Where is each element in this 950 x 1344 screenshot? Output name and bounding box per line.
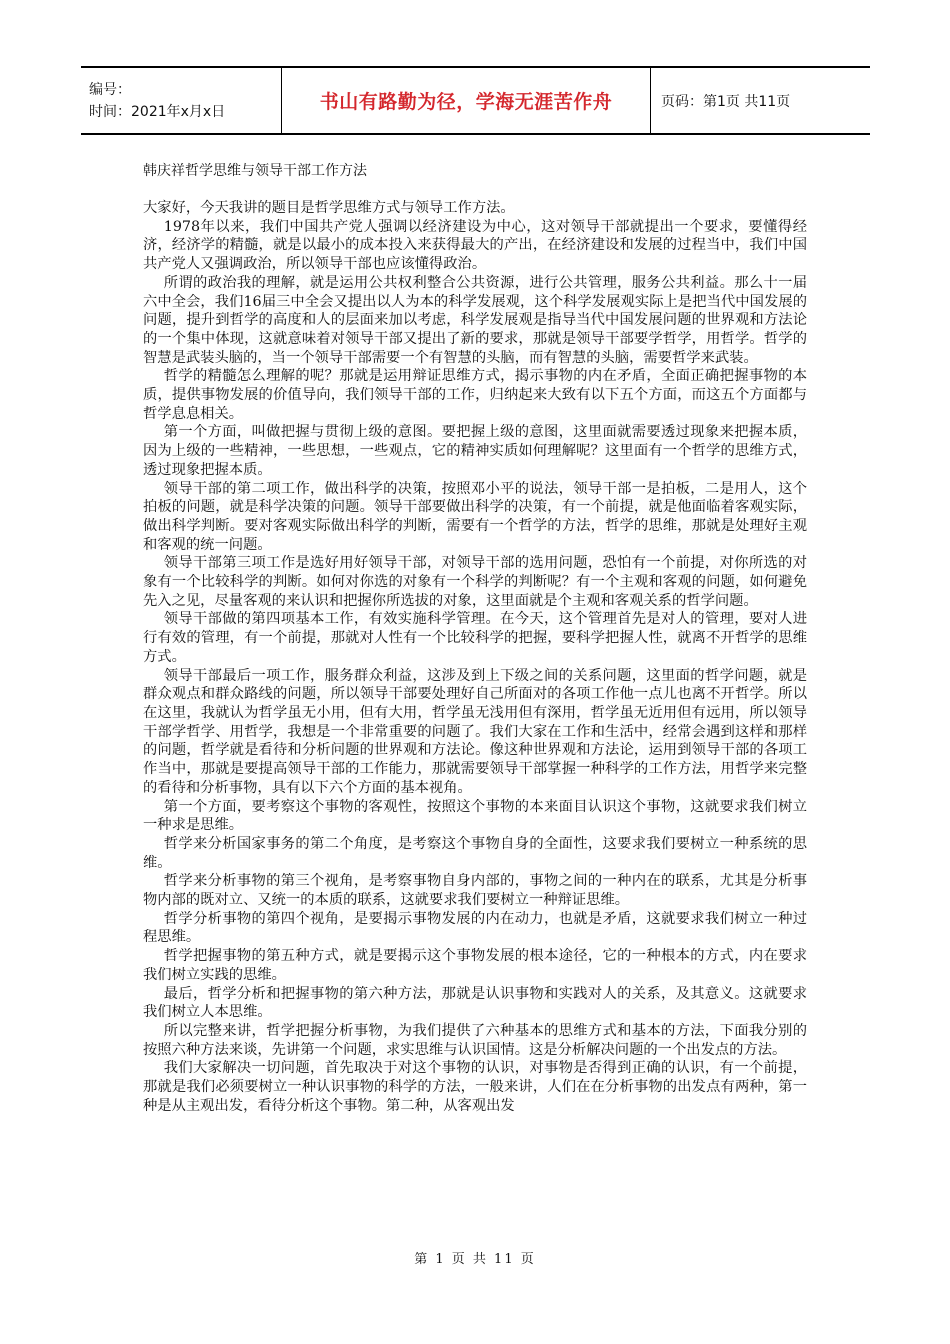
paragraph: 哲学分析事物的第四个视角，是要揭示事物发展的内在动力，也就是矛盾，这就要求我们树立一种过程思维。 bbox=[143, 910, 807, 946]
document-title: 韩庆祥哲学思维与领导干部工作方法 bbox=[143, 163, 367, 179]
paragraph: 哲学把握事物的第五种方式，就是要揭示这个事物发展的根本途径，它的一种根本的方式，内在要求我们树立实践的思维。 bbox=[143, 948, 807, 983]
page-footer: 第 1 页 共 11 页 bbox=[414, 1252, 536, 1267]
paragraph: 我们大家解决一切问题，首先取决于对这个事物的认识，对事物是否得到正确的认识，有一个前提，那就是我们必须要树立一种认识事物的科学的方法，一般来讲，人们在在分析事物的出发点有两种，第一种是从主观出发，看待分析这个事物。第二种，从客观出发 bbox=[143, 1060, 807, 1114]
header-info-cell bbox=[81, 68, 282, 133]
paragraph: 所以完整来讲，哲学把握分析事物，为我们提供了六种基本的思维方式和基本的方法，下面我分别的按照六种方法来谈，先讲第一个问题，求实思维与认识国情。这是分析解决问题的一个出发点的方法。 bbox=[143, 1022, 807, 1058]
paragraph: 哲学来分析国家事务的第二个角度，是考察这个事物自身的全面性，这要求我们要树立一种系统的思维。 bbox=[143, 835, 807, 871]
paragraph: 所谓的政治我的理解，就是运用公共权利整合公共资源，进行公共管理，服务公共利益。那么十一届六中全会，我们16届三中全会又提出以人为本的科学发展观，这个科学发展观实际上是把当代中国发展的问题，提升到哲学的高度和人的层面来加以考虑，科学发展观是指导当代中国发展问题的世界观和方法论的一个集中体现，这就意味着对领导干部又提出了新的要求，那就是领导干部要学哲学，用哲学。哲学的智慧是武装头脑的，当一个领导干部需要一个有智慧的头脑，而有智慧的头脑，需要哲学来武装。 bbox=[143, 274, 807, 366]
header-page-label: 页码：第1页 共11页 bbox=[661, 93, 791, 110]
paragraph: 第一个方面，叫做把握与贯彻上级的意图。要把握上级的意图，这里面就需要透过现象来把握本质，因为上级的一些精神，一些思想，一些观点，它的精神实质如何理解呢？这里面有一个哲学的思维方式，透过现象把握本质。 bbox=[143, 424, 807, 478]
paragraph: 领导干部最后一项工作，服务群众利益，这涉及到上下级之间的关系问题，这里面的哲学问题，就是群众观点和群众路线的问题，所以领导干部要处理好自己所面对的各项工作他一点儿也离不开哲学。所以在这里，我就认为哲学虽无小用，但有大用，哲学虽无浅用但有深用，哲学虽无近用但有远用，所以领导干部学哲学、用哲学，我想是一个非常重要的问题了。我们大家在工作和生活中，经常会遇到这样和那样的问题，哲学就是看待和分析问题的世界观和方法论。像这种世界观和方法论，运用到领导干部的各项工作当中，那就是要提高领导干部的工作能力，那就需要领导干部掌握一种科学的工作方法，用哲学来完整的看待和分析事物，具有以下六个方面的基本视角。 bbox=[143, 667, 807, 796]
header-slogan: 书山有路勤为径，学海无涯苦作舟 bbox=[319, 91, 613, 113]
paragraph: 领导干部第三项工作是选好用好领导干部，对领导干部的选用问题，恐怕有一个前提，对你所选的对象有一个比较科学的判断。如何对你选的对象有一个科学的判断呢？有一个主观和客观的问题，如何避免先入之见，尽量客观的来认识和把握你所选拔的对象，这里面就是个主观和客观关系的哲学问题。 bbox=[143, 555, 807, 609]
header-table bbox=[81, 66, 870, 135]
header-page-cell bbox=[651, 68, 870, 133]
paragraph: 第一个方面，要考察这个事物的客观性，按照这个事物的本来面目认识这个事物，这就要求我们树立一种求是思维。 bbox=[143, 798, 807, 834]
document-body bbox=[143, 199, 807, 1115]
paragraph: 领导干部做的第四项基本工作，有效实施科学管理。在今天，这个管理首先是对人的管理，要对人进行有效的管理，有一个前提，那就对人性有一个比较科学的把握，要科学把握人性，就离不开哲学的思维方式。 bbox=[143, 611, 807, 665]
document-time-label: 时间：2021年x月x日 bbox=[89, 103, 226, 120]
document-number-label: 编号： bbox=[89, 81, 131, 98]
paragraph: 哲学的精髓怎么理解的呢？那就是运用辩证思维方式，揭示事物的内在矛盾，全面正确把握事物的本质，提供事物发展的价值导向，我们领导干部的工作，归纳起来大致有以下五个方面，而这五个方面都与哲学息息相关。 bbox=[143, 368, 807, 422]
paragraph: 最后，哲学分析和把握事物的第六种方法，那就是认识事物和实践对人的关系，及其意义。这就要求我们树立人本思维。 bbox=[143, 985, 807, 1021]
paragraph: 领导干部的第二项工作，做出科学的决策，按照邓小平的说法，领导干部一是拍板，二是用人，这个拍板的问题，就是科学决策的问题。领导干部要做出科学的决策，有一个前提，就是他面临着客观实际，做出科学判断。要对客观实际做出科学的判断，需要有一个哲学的方法，哲学的思维，那就是处理好主观和客观的统一问题。 bbox=[143, 480, 807, 553]
header-slogan-cell bbox=[282, 68, 651, 133]
paragraph: 大家好，今天我讲的题目是哲学思维方式与领导工作方法。 bbox=[143, 200, 515, 216]
paragraph: 1978年以来，我们中国共产党人强调以经济建设为中心，这对领导干部就提出一个要求，要懂得经济，经济学的精髓，就是以最小的成本投入来获得最大的产出，在经济建设和发展的过程当中，我们中国共产党人又强调政治，所以领导干部也应该懂得政治。 bbox=[143, 218, 807, 273]
paragraph: 哲学来分析事物的第三个视角，是考察事物自身内部的，事物之间的一种内在的联系，尤其是分析事物内部的既对立、又统一的本质的联系，这就要求我们要树立一种辩证思维。 bbox=[143, 873, 807, 909]
